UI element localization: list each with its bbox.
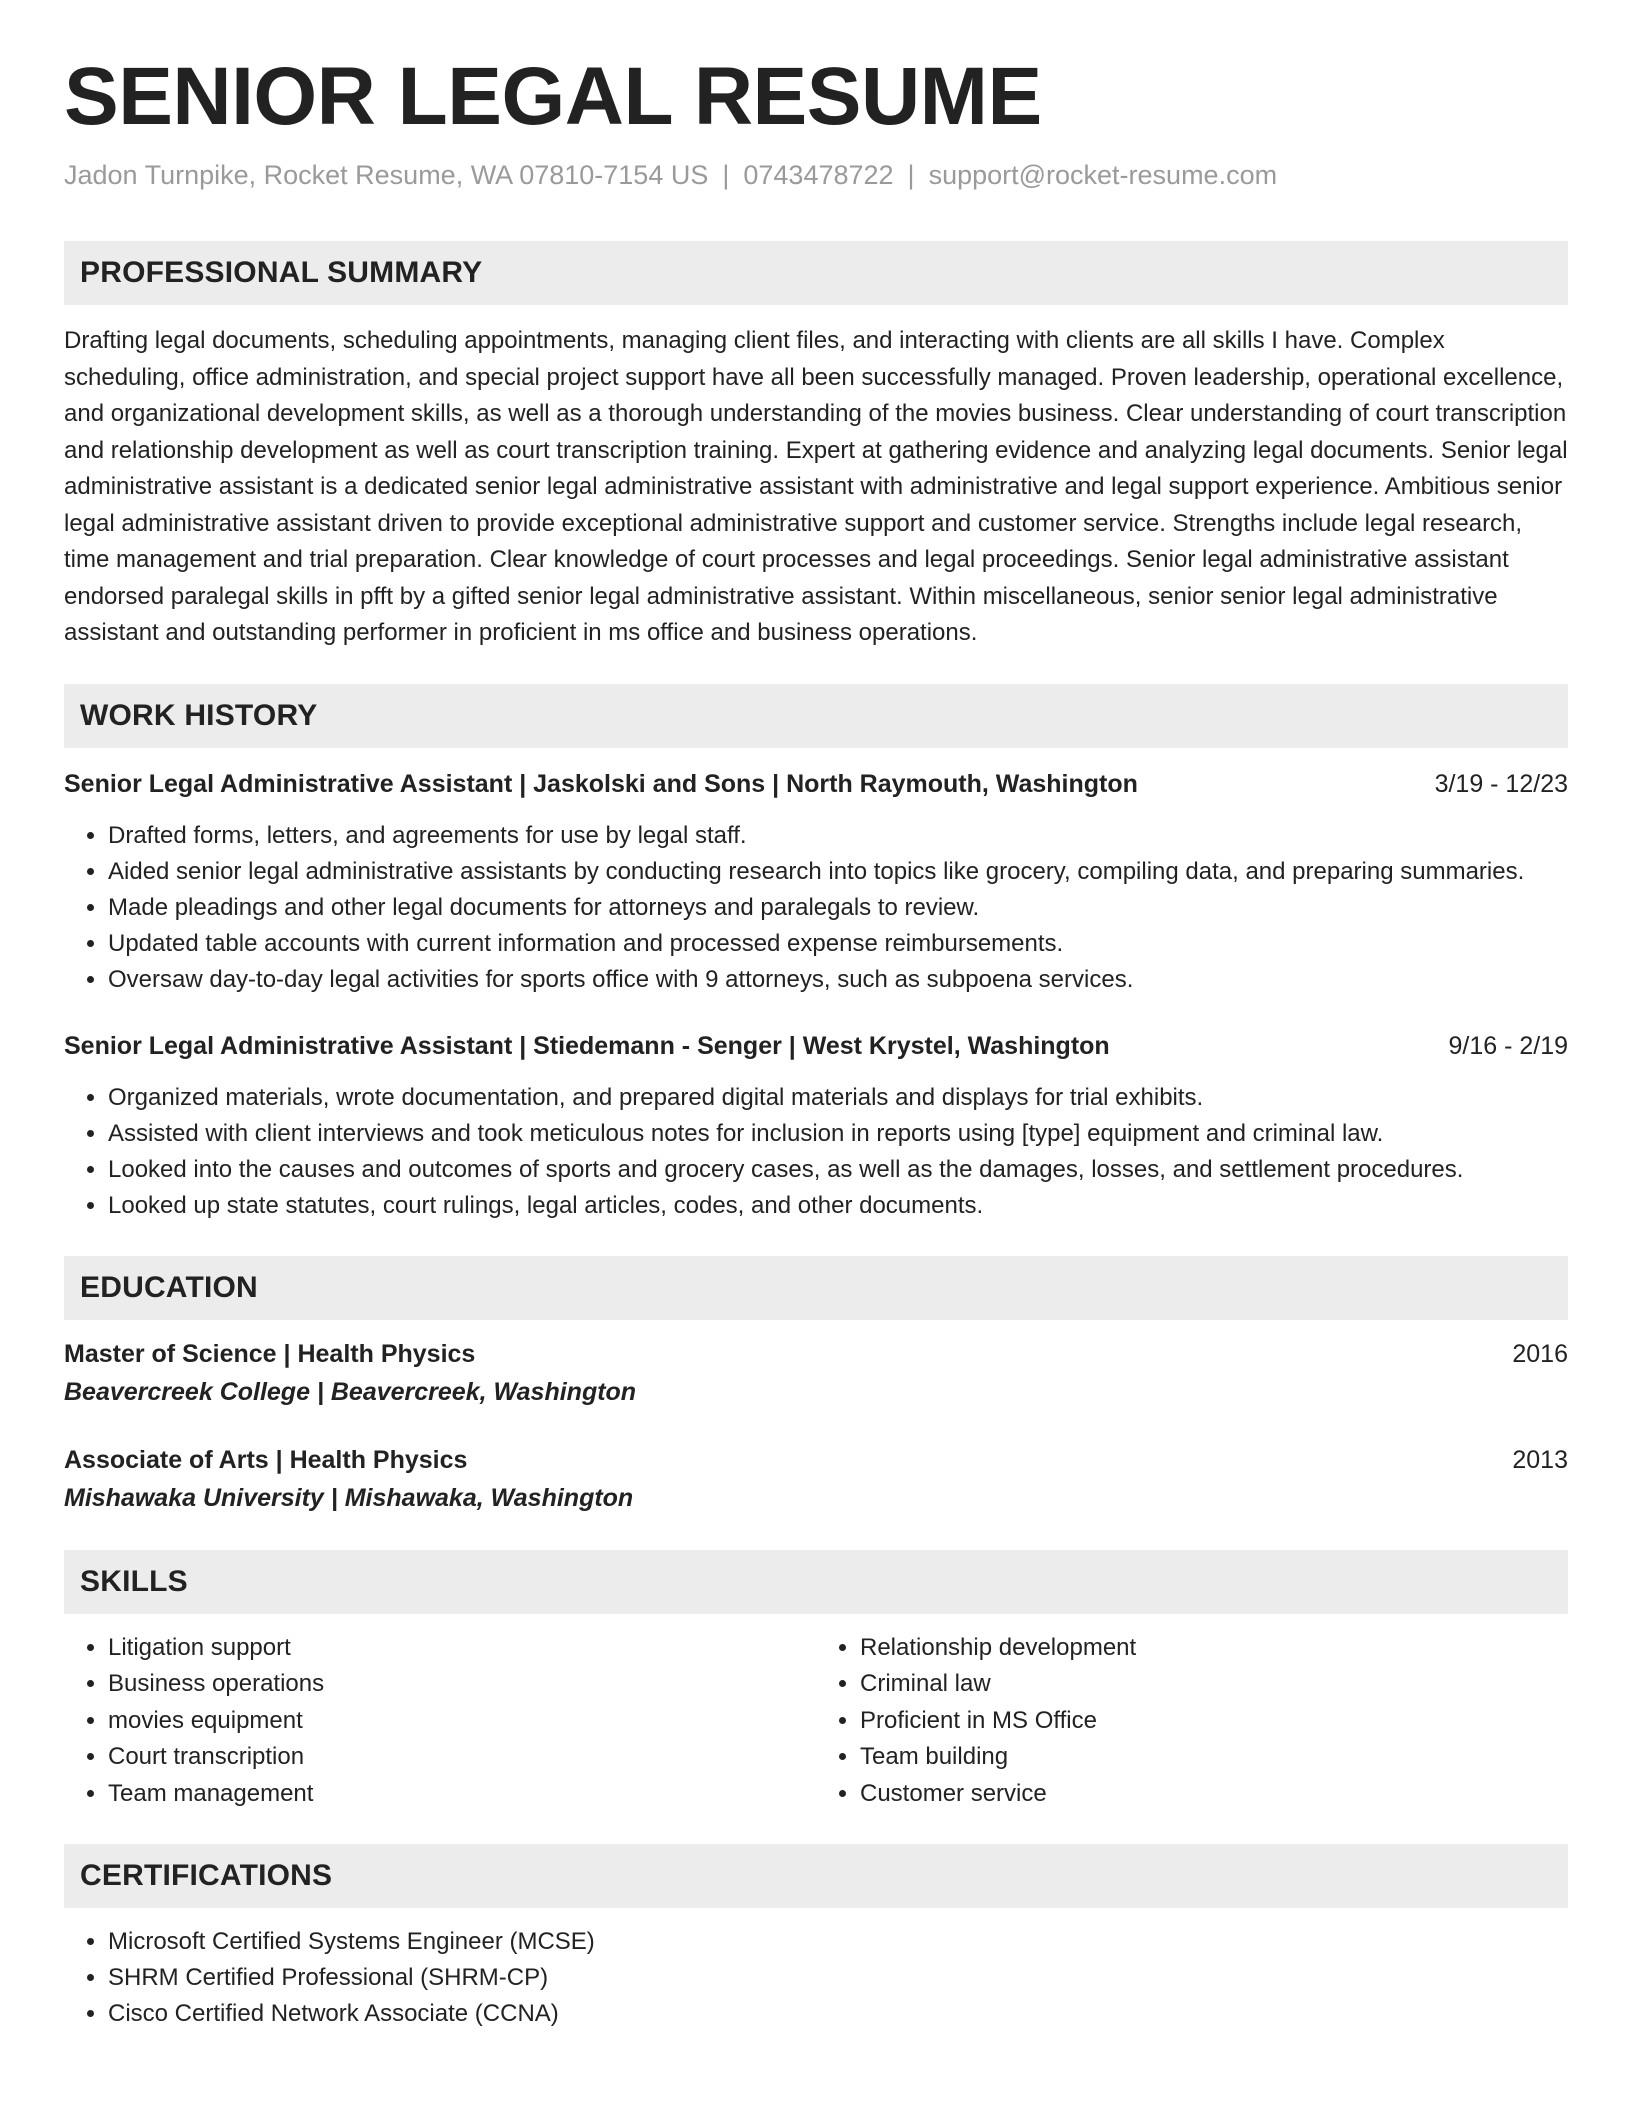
contact-line bbox=[64, 160, 1568, 191]
section-header-summary: PROFESSIONAL SUMMARY bbox=[64, 241, 1568, 305]
skills-list-left bbox=[64, 1630, 816, 1813]
skill-item: • Business operations bbox=[108, 1666, 816, 1703]
education-year: 2013 bbox=[1512, 1445, 1568, 1474]
job-bullet: • Updated table accounts with current information and processed expense reimbursements. bbox=[108, 926, 1568, 962]
contact-phone: 0743478722 bbox=[743, 160, 894, 191]
skill-item: • Customer service bbox=[860, 1776, 1568, 1813]
resume-page bbox=[64, 52, 1568, 2032]
skills-list-right bbox=[816, 1630, 1568, 1813]
job-bullet: • Organized materials, wrote documentation, and prepared digital materials and displays for trial exhibits. bbox=[108, 1080, 1568, 1116]
education-header bbox=[64, 1336, 1568, 1372]
education-degree: Associate of Arts | Health Physics bbox=[64, 1445, 468, 1474]
skills-columns bbox=[64, 1630, 1568, 1813]
job-header bbox=[64, 766, 1568, 802]
skill-item: • Team building bbox=[860, 1739, 1568, 1776]
skill-item: • Proficient in MS Office bbox=[860, 1703, 1568, 1740]
education-degree: Master of Science | Health Physics bbox=[64, 1339, 476, 1368]
certification-item: • SHRM Certified Professional (SHRM-CP) bbox=[108, 1960, 1568, 1996]
skill-item: • Court transcription bbox=[108, 1739, 816, 1776]
section-header-certifications: CERTIFICATIONS bbox=[64, 1844, 1568, 1908]
job-bullet: • Drafted forms, letters, and agreements for use by legal staff. bbox=[108, 818, 1568, 854]
job-dates: 3/19 - 12/23 bbox=[1434, 769, 1568, 798]
skill-item: • movies equipment bbox=[108, 1703, 816, 1740]
job-bullet: • Oversaw day-to-day legal activities for sports office with 9 attorneys, such as subpoena services. bbox=[108, 962, 1568, 998]
job-title: Senior Legal Administrative Assistant | Jaskolski and Sons | North Raymouth, Washington bbox=[64, 769, 1138, 798]
job-bullet: • Looked up state statutes, court rulings, legal articles, codes, and other documents. bbox=[108, 1188, 1568, 1224]
section-header-work-history: WORK HISTORY bbox=[64, 684, 1568, 748]
contact-email: support@rocket-resume.com bbox=[928, 160, 1278, 191]
skill-item: • Relationship development bbox=[860, 1630, 1568, 1667]
job-title: Senior Legal Administrative Assistant | Stiedemann - Senger | West Krystel, Washington bbox=[64, 1031, 1110, 1060]
education-school: Beavercreek College | Beavercreek, Washington bbox=[64, 1377, 637, 1406]
resume-title: SENIOR LEGAL RESUME bbox=[64, 51, 1042, 142]
job-dates: 9/16 - 2/19 bbox=[1448, 1031, 1568, 1060]
skill-item: • Criminal law bbox=[860, 1666, 1568, 1703]
job-bullet: • Looked into the causes and outcomes of sports and grocery cases, as well as the damages, losses, and settlement procedures. bbox=[108, 1152, 1568, 1188]
education-year: 2016 bbox=[1512, 1339, 1568, 1368]
certifications-list bbox=[64, 1924, 1568, 2032]
job-bullets bbox=[64, 818, 1568, 998]
section-header-skills: SKILLS bbox=[64, 1550, 1568, 1614]
job-bullet: • Made pleadings and other legal documents for attorneys and paralegals to review. bbox=[108, 890, 1568, 926]
education-header bbox=[64, 1442, 1568, 1478]
skill-item: • Litigation support bbox=[108, 1630, 816, 1667]
contact-address: Jadon Turnpike, Rocket Resume, WA 07810-7154 US bbox=[64, 160, 709, 191]
education-school: Mishawaka University | Mishawaka, Washington bbox=[64, 1483, 634, 1512]
skill-item: • Team management bbox=[108, 1776, 816, 1813]
contact-separator: | bbox=[907, 160, 915, 191]
job-bullets bbox=[64, 1080, 1568, 1224]
job-bullet: • Assisted with client interviews and took meticulous notes for inclusion in reports using [type] equipment and criminal law. bbox=[108, 1116, 1568, 1152]
job-entry bbox=[64, 1028, 1568, 1224]
certification-item: • Microsoft Certified Systems Engineer (MCSE) bbox=[108, 1924, 1568, 1960]
contact-separator: | bbox=[722, 160, 730, 191]
job-entry bbox=[64, 766, 1568, 998]
certification-item: • Cisco Certified Network Associate (CCNA) bbox=[108, 1996, 1568, 2032]
education-entry bbox=[64, 1336, 1568, 1412]
section-header-education: EDUCATION bbox=[64, 1256, 1568, 1320]
job-header bbox=[64, 1028, 1568, 1064]
job-bullet: • Aided senior legal administrative assistants by conducting research into topics like grocery, compiling data, and preparing summaries. bbox=[108, 854, 1568, 890]
education-entry bbox=[64, 1442, 1568, 1518]
summary-text: Drafting legal documents, scheduling appointments, managing client files, and interacting with clients are all skills I have. Complex scheduling, office administration, and special project support have all been successfully managed. Proven leadership, operational excellence, and organizational development skills, as well as a thorough understanding of the movies business. Clear understanding of court transcription and relationship development as well as court transcription training. Expert at gathering evidence and analyzing legal documents. Senior legal administrative assistant is a dedicated senior legal administrative assistant with administrative and legal support experience. Ambitious senior legal administrative assistant driven to provide exceptional administrative support and customer service. Strengths include legal research, time management and trial preparation. Clear knowledge of court processes and legal proceedings. Senior legal administrative assistant endorsed paralegal skills in pfft by a gifted senior legal administrative assistant. Within miscellaneous, senior senior legal administrative assistant and outstanding performer in proficient in ms office and business operations. bbox=[64, 327, 1568, 647]
